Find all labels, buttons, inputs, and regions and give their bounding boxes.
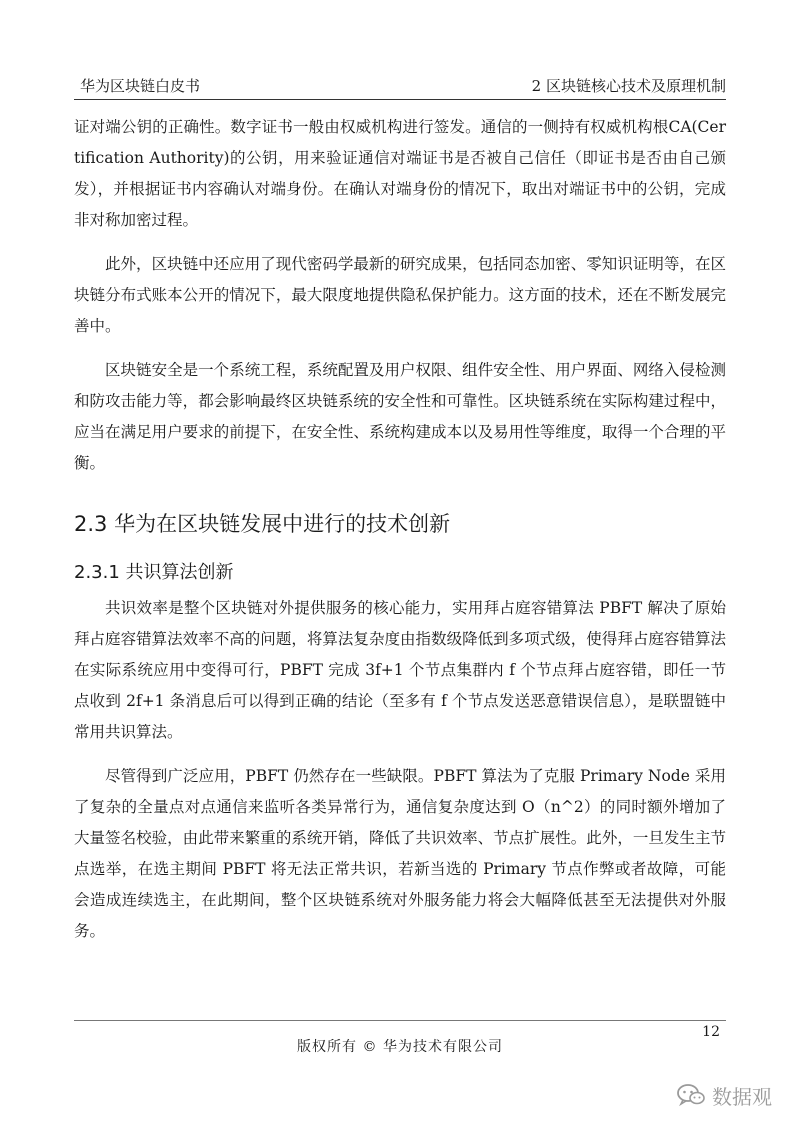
copyright-notice: 版权所有 © 华为技术有限公司 [297, 1039, 503, 1055]
header-chapter: 2 区块链核心技术及原理机制 [531, 77, 726, 95]
paragraph: 尽管得到广泛应用，PBFT 仍然存在一些缺限。PBFT 算法为了克服 Primary Node 采用了复杂的全量点对点通信来监听各类异常行为，通信复杂度达到 O（n^2）的同时额外增加了大量签名校验，由此带来繁重的系统开销，降低了共识效率、节点扩展性。此外，一旦发生主节点选举，在选主期间 PBFT 将无法正常共识，若新当选的 Primary 节点作弊或者故障，可能会造成连续选主，在此期间，整个区块链系统对外服务能力将会大幅降低甚至无法提供对外服务。 [74, 767, 726, 940]
page-body [74, 112, 726, 947]
page-number: 12 [702, 1024, 720, 1040]
subsection-heading: 2.3.1 共识算法创新 [74, 562, 234, 583]
paragraph: 证对端公钥的正确性。数字证书一般由权威机构进行签发。通信的一侧持有权威机构根CA(Certification Authority)的公钥，用来验证通信对端证书是否被自己信任（即证书是否由自己颁发），并根据证书内容确认对端身份。在确认对端身份的情况下，取出对端证书中的公钥，完成非对称加密过程。 [74, 118, 726, 229]
paragraph: 共识效率是整个区块链对外提供服务的核心能力，实用拜占庭容错算法 PBFT 解决了原始拜占庭容错算法效率不高的问题，将算法复杂度由指数级降低到多项式级，使得拜占庭容错算法在实际系统应用中变得可行，PBFT 完成 3f+1 个节点集群内 f 个节点拜占庭容错，即任一节点收到 2f+1 条消息后可以得到正确的结论（至多有 f 个节点发送恶意错误信息），是联盟链中常用共识算法。 [74, 599, 726, 741]
watermark [676, 1080, 772, 1110]
footer-divider [74, 1020, 726, 1021]
wechat-icon [676, 1082, 706, 1108]
header-title: 华为区块链白皮书 [80, 77, 201, 95]
section-heading: 2.3 华为在区块链发展中进行的技术创新 [74, 512, 451, 536]
paragraph: 区块链安全是一个系统工程，系统配置及用户权限、组件安全性、用户界面、网络入侵检测和防攻击能力等，都会影响最终区块链系统的安全性和可靠性。区块链系统在实际构建过程中，应当在满足用户要求的前提下，在安全性、系统构建成本以及易用性等维度，取得一个合理的平衡。 [74, 361, 726, 472]
page-header [74, 77, 726, 100]
paragraph: 此外，区块链中还应用了现代密码学最新的研究成果，包括同态加密、零知识证明等，在区块链分布式账本公开的情况下，最大限度地提供隐私保护能力。这方面的技术，还在不断发展完善中。 [74, 255, 726, 335]
watermark-text: 数据观 [712, 1084, 772, 1109]
